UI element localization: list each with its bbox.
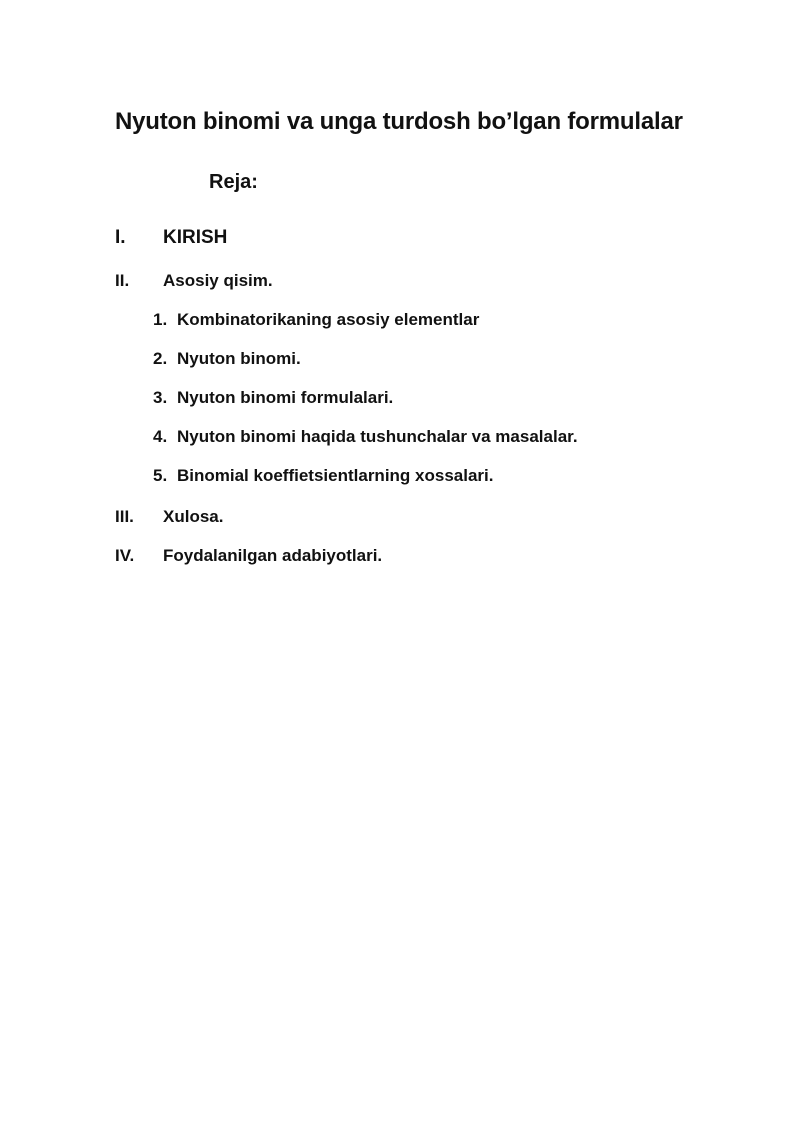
outline-item-text: Xulosa.	[163, 507, 224, 526]
outline-subitem-number: 5.	[153, 466, 168, 485]
outline-item-text: Asosiy qisim.	[163, 271, 273, 290]
outline-subitem-text: Binomial koeffietsientlarning xossalari.	[177, 466, 494, 485]
outline-subitem-text: Kombinatorikaning asosiy elementlar	[177, 310, 480, 329]
outline-subitem-number: 2.	[153, 349, 168, 368]
outline-subitem-number: 4.	[153, 427, 168, 446]
document-title: Nyuton binomi va unga turdosh bo’lgan formulalar	[115, 108, 683, 135]
outline-item-text: KIRISH	[163, 227, 228, 248]
outline-item-number: IV.	[115, 546, 135, 565]
outline-subitem-text: Nyuton binomi.	[177, 349, 301, 368]
plan-heading: Reja:	[209, 171, 258, 193]
outline-item-number: I.	[115, 227, 126, 248]
outline-item-number: III.	[115, 507, 134, 526]
outline-subitem-text: Nyuton binomi formulalari.	[177, 388, 394, 407]
outline-subitem-text: Nyuton binomi haqida tushunchalar va masalalar.	[177, 427, 578, 446]
outline-item-number: II.	[115, 271, 130, 290]
outline-subitem-number: 3.	[153, 388, 168, 407]
outline-subitem-number: 1.	[153, 310, 168, 329]
outline-item-text: Foydalanilgan adabiyotlari.	[163, 546, 383, 565]
